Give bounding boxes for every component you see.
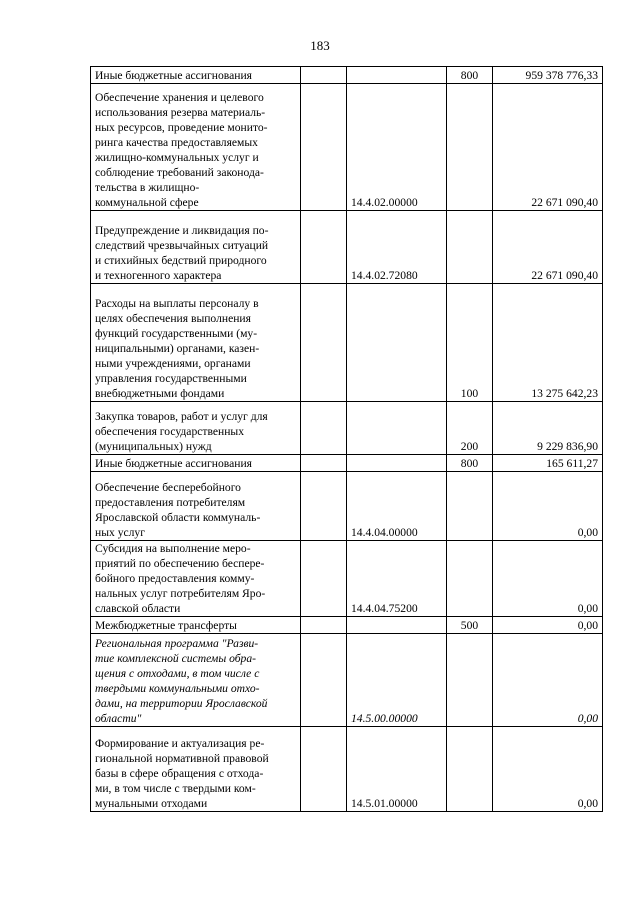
row-amount: 13 275 642,23 bbox=[493, 284, 603, 402]
row-blank-cell bbox=[301, 284, 347, 402]
row-code: 14.4.02.00000 bbox=[347, 84, 447, 211]
table-row bbox=[91, 634, 603, 727]
row-amount: 22 671 090,40 bbox=[493, 84, 603, 211]
table-row bbox=[91, 67, 603, 84]
page-number: 183 bbox=[310, 38, 330, 53]
row-name: Обеспечение бесперебойного предоставления потребителям Ярославской области коммуналь- ных услуг bbox=[91, 472, 301, 541]
row-expense-type bbox=[447, 84, 493, 211]
row-code bbox=[347, 67, 447, 84]
row-amount: 22 671 090,40 bbox=[493, 211, 603, 284]
row-amount: 9 229 836,90 bbox=[493, 402, 603, 455]
row-blank-cell bbox=[301, 84, 347, 211]
row-expense-type bbox=[447, 727, 493, 812]
row-blank-cell bbox=[301, 211, 347, 284]
table-row bbox=[91, 211, 603, 284]
row-name: Закупка товаров, работ и услуг для обеспечения государственных (муниципальных) нужд bbox=[91, 402, 301, 455]
row-blank-cell bbox=[301, 67, 347, 84]
row-amount: 0,00 bbox=[493, 541, 603, 617]
row-name: Региональная программа "Разви- тие комплексной системы обра- щения с отходами, в том числе с твердыми коммунальными отхо- дами, на территории Ярославской области" bbox=[91, 634, 301, 727]
row-expense-type: 100 bbox=[447, 284, 493, 402]
row-blank-cell bbox=[301, 455, 347, 472]
row-name: Иные бюджетные ассигнования bbox=[91, 67, 301, 84]
row-name: Формирование и актуализация ре- гиональной нормативной правовой базы в сфере обращения с отхода- ми, в том числе с твердыми ком- мунальными отходами bbox=[91, 727, 301, 812]
table-row bbox=[91, 284, 603, 402]
row-amount: 0,00 bbox=[493, 617, 603, 634]
table-row bbox=[91, 472, 603, 541]
row-blank-cell bbox=[301, 541, 347, 617]
row-blank-cell bbox=[301, 472, 347, 541]
row-code: 14.4.04.75200 bbox=[347, 541, 447, 617]
row-code: 14.5.01.00000 bbox=[347, 727, 447, 812]
row-blank-cell bbox=[301, 727, 347, 812]
row-name: Межбюджетные трансферты bbox=[91, 617, 301, 634]
row-code: 14.4.02.72080 bbox=[347, 211, 447, 284]
row-amount: 165 611,27 bbox=[493, 455, 603, 472]
row-expense-type bbox=[447, 634, 493, 727]
row-name: Субсидия на выполнение меро- приятий по обеспечению беспере- бойного предоставления комму- нальных услуг потребителям Яро- славской области bbox=[91, 541, 301, 617]
table-row bbox=[91, 617, 603, 634]
row-code: 14.5.00.00000 bbox=[347, 634, 447, 727]
row-expense-type: 500 bbox=[447, 617, 493, 634]
table-row bbox=[91, 402, 603, 455]
row-code bbox=[347, 402, 447, 455]
row-expense-type: 800 bbox=[447, 455, 493, 472]
row-expense-type bbox=[447, 211, 493, 284]
row-code bbox=[347, 284, 447, 402]
table-row bbox=[91, 541, 603, 617]
row-code bbox=[347, 455, 447, 472]
row-name: Предупреждение и ликвидация по- следствий чрезвычайных ситуаций и стихийных бедствий природного и техногенного характера bbox=[91, 211, 301, 284]
row-amount: 959 378 776,33 bbox=[493, 67, 603, 84]
row-expense-type bbox=[447, 541, 493, 617]
budget-table-body bbox=[91, 67, 603, 812]
row-expense-type: 800 bbox=[447, 67, 493, 84]
table-row bbox=[91, 455, 603, 472]
table-row bbox=[91, 84, 603, 211]
row-name: Иные бюджетные ассигнования bbox=[91, 455, 301, 472]
row-expense-type: 200 bbox=[447, 402, 493, 455]
table-row bbox=[91, 727, 603, 812]
budget-table bbox=[90, 66, 603, 812]
row-name: Обеспечение хранения и целевого использования резерва материаль- ных ресурсов, проведение монито- ринга качества предоставляемых жилищно-коммунальных услуг и соблюдение требований законода- тельства в жилищно- коммунальной сфере bbox=[91, 84, 301, 211]
row-amount: 0,00 bbox=[493, 727, 603, 812]
row-name: Расходы на выплаты персоналу в целях обеспечения выполнения функций государственными (му- ниципальными) органами, казен- ными учреждениями, органами управления государственными внебюджетными фондами bbox=[91, 284, 301, 402]
row-blank-cell bbox=[301, 617, 347, 634]
row-code: 14.4.04.00000 bbox=[347, 472, 447, 541]
row-amount: 0,00 bbox=[493, 634, 603, 727]
row-blank-cell bbox=[301, 634, 347, 727]
row-blank-cell bbox=[301, 402, 347, 455]
row-expense-type bbox=[447, 472, 493, 541]
row-code bbox=[347, 617, 447, 634]
row-amount: 0,00 bbox=[493, 472, 603, 541]
